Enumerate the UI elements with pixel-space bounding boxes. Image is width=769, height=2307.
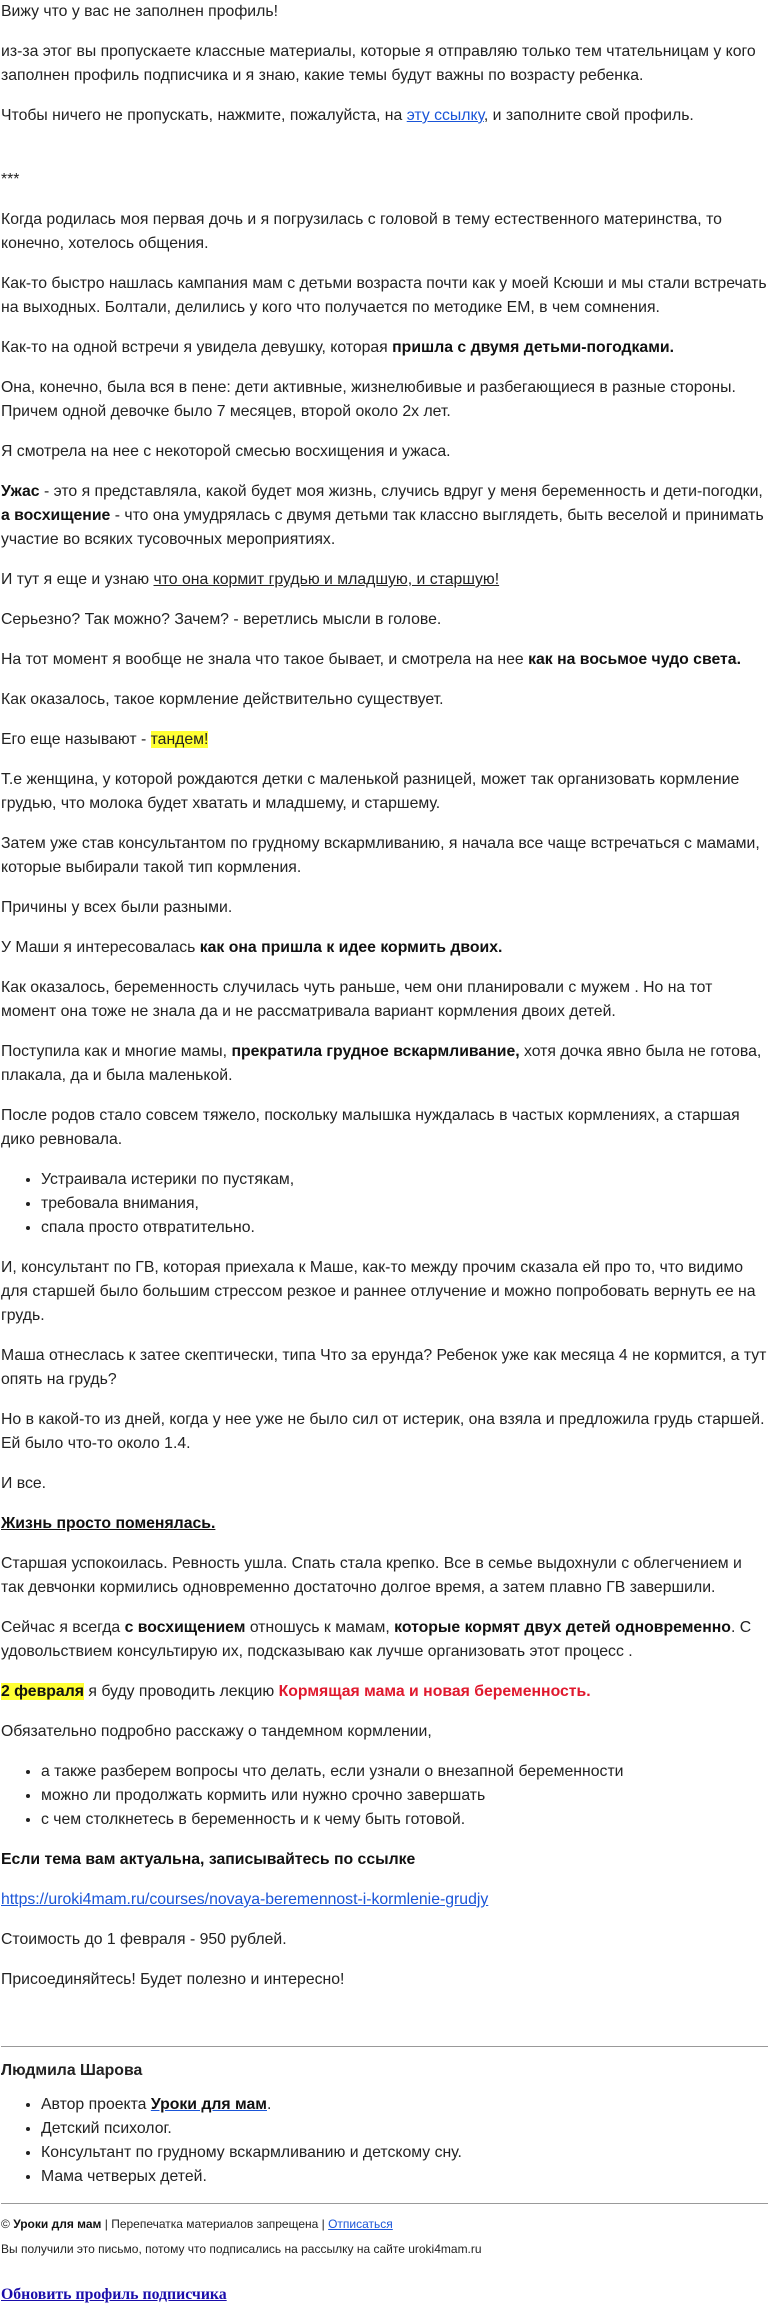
lecture-date: 2 февраля: [1, 1683, 84, 1700]
lecture-url-paragraph: [1, 1888, 768, 1912]
story-paragraph: Жизнь просто поменялась.: [1, 1515, 216, 1532]
signature-divider: [1, 2046, 768, 2047]
story-paragraph: Маша отнеслась к затее скептически, типа Что за ерунда? Ребенок уже как месяца 4 не кормится, а тут опять на грудь?: [1, 1347, 767, 1388]
story-paragraph: Как-то быстро нашлась кампания мам с детьми возраста почти как у моей Ксюши и мы стали встречать на выходных. Болтали, делились у кого что получается по методике ЕМ, в чем сомнения.: [1, 275, 767, 316]
list-item: • можно ли продолжать кормить или нужно срочно завершать: [41, 1784, 768, 1808]
story-paragraph: Когда родилась моя первая дочь и я погрузилась с головой в тему естественного материнства, то конечно, хотелось общения.: [1, 211, 722, 252]
story-paragraph: Старшая успокоилась. Ревность ушла. Спать стала крепко. Все в семье выдохнули с облегчением и так девчонки кормились одновременно достаточно долгое время, а затем плавно ГВ завершили.: [1, 1555, 742, 1596]
lecture-topics-list: [1, 1760, 768, 1832]
lecture-cta: Если тема вам актуальна, записывайтесь по ссылке: [1, 1851, 416, 1868]
footer: [1, 2204, 768, 2257]
intro-heading: Вижу что у вас не заполнен профиль!: [1, 3, 278, 20]
story-paragraph: Я смотрела на нее с некоторой смесью восхищения и ужаса.: [1, 443, 451, 460]
course-link[interactable]: https://uroki4mam.ru/courses/novaya-beremennost-i-kormlenie-grudjy: [1, 1891, 489, 1908]
story-paragraph: Ужас - это я представляла, какой будет моя жизнь, случись вдруг у меня беременность и дети-погодки, а восхищение - что она умудрялась с двумя детьми так классно выглядеть, быть веселой и принимать участие во всяких тусовочных мероприятиях.: [1, 483, 764, 548]
lecture-title: Кормящая мама и новая беременность.: [278, 1683, 591, 1700]
story-paragraph: И тут я еще и узнаю что она кормит грудью и младшую, и старшую!: [1, 571, 500, 588]
story-paragraph: Причины у всех были разными.: [1, 899, 233, 916]
footer-copyright-line: © Уроки для мам | Перепечатка материалов запрещена | Отписаться: [1, 2217, 393, 2231]
list-item: • требовала внимания,: [41, 1192, 768, 1216]
intro-link-paragraph: Чтобы ничего не пропускать, нажмите, пожалуйста, на эту ссылку, и заполните свой профиль.: [1, 107, 694, 124]
footer-reason: Вы получили это письмо, потому что подписались на рассылку на сайте uroki4mam.ru: [1, 2242, 482, 2256]
footer-brand: Уроки для мам: [13, 2217, 102, 2231]
list-item: • Детский психолог.: [41, 2117, 768, 2141]
list-item: • Консультант по грудному вскармливанию и детскому сну.: [41, 2141, 768, 2165]
story-paragraph: Как оказалось, такое кормление действительно существует.: [1, 691, 444, 708]
story-paragraph: Его еще называют - тандем!: [1, 731, 209, 748]
symptoms-list: [1, 1168, 768, 1240]
story-paragraph: Затем уже став консультантом по грудному вскармливанию, я начала все чаще встречаться с мамами, которые выбирали такой тип кормления.: [1, 835, 760, 876]
story-paragraph: Поступила как и многие мамы, прекратила грудное вскармливание, хотя дочка явно была не готова, плакала, да и была маленькой.: [1, 1043, 762, 1084]
story-paragraph: Как-то на одной встречи я увидела девушку, которая пришла с двумя детьми-погодками.: [1, 339, 675, 356]
divider-stars: ***: [1, 171, 20, 188]
story-paragraph: Она, конечно, была вся в пене: дети активные, жизнелюбивые и разбегающиеся в разные стороны. Причем одной девочке было 7 месяцев, второй около 2х лет.: [1, 379, 736, 420]
story-paragraph: Серьезно? Так можно? Зачем? - веретлись мысли в голове.: [1, 611, 442, 628]
lecture-price: Стоимость до 1 февраля - 950 рублей.: [1, 1931, 287, 1948]
update-profile-link[interactable]: Обновить профиль подписчика: [1, 2286, 227, 2303]
signature-list: [1, 2093, 768, 2189]
project-link[interactable]: Уроки для мам: [150, 2096, 267, 2113]
tandem-highlight: тандем!: [150, 731, 209, 748]
list-item: • спала просто отвратительно.: [41, 1216, 768, 1240]
story-paragraph: На тот момент я вообще не знала что такое бывает, и смотрела на нее как на восьмое чудо света.: [1, 651, 741, 668]
story-paragraph: Как оказалось, беременность случилась чуть раньше, чем они планировали с мужем . Но на тот момент она тоже не знала да и не рассматривала вариант кормления двоих детей.: [1, 979, 713, 1020]
list-item: • Автор проекта Уроки для мам.: [41, 2093, 768, 2117]
lecture-paragraph: Обязательно подробно расскажу о тандемном кормлении,: [1, 1723, 432, 1740]
list-item: • а также разберем вопросы что делать, если узнали о внезапной беременности: [41, 1760, 768, 1784]
lecture-join: Присоединяйтесь! Будет полезно и интересно!: [1, 1971, 345, 1988]
signature-name: Людмила Шарова: [1, 2062, 143, 2079]
intro-text: из-за этог вы пропускаете классные материалы, которые я отправляю только тем чтательницам у кого заполнен профиль подписчика и я знаю, какие темы будут важны по возрасту ребенка.: [1, 43, 756, 84]
story-paragraph: И все.: [1, 1475, 47, 1492]
story-paragraph: Но в какой-то из дней, когда у нее уже не было сил от истерик, она взяла и предложила грудь старшей. Ей было что-то около 1.4.: [1, 1411, 765, 1452]
list-item: • с чем столкнетесь в беременность и к чему быть готовой.: [41, 1808, 768, 1832]
story-paragraph: И, консультант по ГВ, которая приехала к Маше, как-то между прочим сказала ей про то, что видимо для старшей было большим стрессом резкое и раннее отлучение и можно попробовать вернуть ее на грудь.: [1, 1259, 756, 1324]
story-paragraph: У Маши я интересовалась как она пришла к идее кормить двоих.: [1, 939, 503, 956]
story-paragraph: Т.е женщина, у которой рождаются детки с маленькой разницей, может так организовать кормление грудью, что молока будет хватать и младшему, и старшему.: [1, 771, 740, 812]
story-paragraph: Сейчас я всегда с восхищением отношусь к мамам, которые кормят двух детей одновременно. С удовольствием консультирую их, подсказываю как лучше организовать этот процесс .: [1, 1619, 752, 1660]
story-paragraph: После родов стало совсем тяжело, поскольку малышка нуждалась в частых кормлениях, а старшая дико ревновала.: [1, 1107, 740, 1148]
list-item: • Устраивала истерики по пустякам,: [41, 1168, 768, 1192]
unsubscribe-link[interactable]: Отписаться: [328, 2217, 393, 2231]
list-item: • Мама четверых детей.: [41, 2165, 768, 2189]
lecture-announcement: 2 февраля я буду проводить лекцию Кормящая мама и новая беременность.: [1, 1683, 591, 1700]
profile-link-inline[interactable]: эту ссылку: [406, 107, 484, 124]
